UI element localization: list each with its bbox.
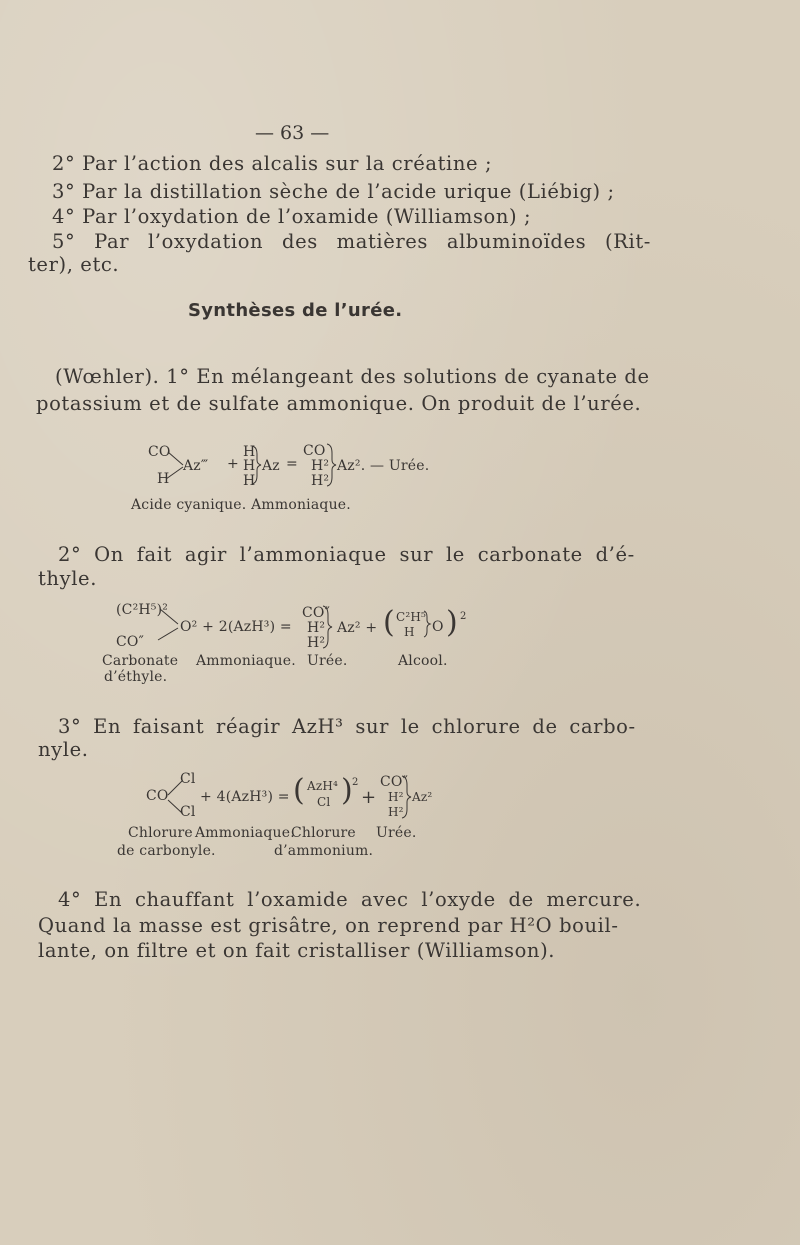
eq1-h2-bot: H² <box>311 473 330 489</box>
paragraph-line: 4° En chauffant l’oxamide avec l’oxyde de mercure. <box>58 888 642 911</box>
eq3-label: Chlorure <box>291 825 356 841</box>
eq3-cl: Cl <box>317 795 331 809</box>
page-number: — 63 — <box>255 122 330 144</box>
list-item: 2° Par l’action des alcalis sur la créatine ; <box>52 152 493 175</box>
eq3-h2-mid: H² <box>388 790 404 804</box>
eq3-paren-close: ) <box>341 773 353 808</box>
eq1-h-bot: H <box>243 473 256 489</box>
eq3-mid: + 4(AzH³) = <box>200 789 290 805</box>
eq2-alcohol-bot: H <box>404 625 415 639</box>
eq3-co-right: CO″ <box>380 774 409 790</box>
eq3-exponent: 2 <box>352 777 359 788</box>
paragraph-line: lante, on filtre et on fait cristalliser (Williamson). <box>38 939 556 962</box>
eq2-label: Urée. <box>307 653 348 669</box>
eq1-h: H <box>157 471 170 487</box>
eq3-cl-top: Cl <box>180 771 196 787</box>
eq1-label: Acide cyanique. Ammoniaque. <box>131 497 351 513</box>
paragraph-line: potassium et de sulfate ammonique. On produit de l’urée. <box>36 392 642 415</box>
eq3-cl-bot: Cl <box>180 804 196 820</box>
eq1-equals: = <box>286 456 298 472</box>
eq2-co-right: CO″ <box>302 605 331 621</box>
eq2-alcohol-top: C²H⁵ <box>396 610 427 624</box>
eq2-co: CO″ <box>116 634 145 650</box>
list-item: 5° Par l’oxydation des matières albuminoïdes (Rit- <box>52 230 651 253</box>
list-item: 3° Par la distillation sèche de l’acide urique (Liébig) ; <box>52 180 615 203</box>
paragraph-line: nyle. <box>38 738 89 761</box>
eq1-h2-mid: H² <box>311 458 330 474</box>
eq3-az2: Az² <box>412 790 433 804</box>
eq2-az2: Az² + <box>337 620 378 636</box>
paragraph-line: (Wœhler). 1° En mélangeant des solutions de cyanate de <box>55 365 650 388</box>
eq2-label: d’éthyle. <box>104 669 168 685</box>
eq2-label: Ammoniaque. <box>196 653 296 669</box>
eq3-label: de carbonyle. <box>117 843 216 859</box>
paragraph-line: 2° On fait agir l’ammoniaque sur le carbonate d’é- <box>58 543 635 566</box>
eq2-h2-mid: H² <box>307 620 326 636</box>
eq3-label: d’ammonium. <box>274 843 374 859</box>
section-heading: Synthèses de l’urée. <box>188 300 403 321</box>
eq3-azh4: AzH⁴ <box>307 779 339 793</box>
paragraph-line: thyle. <box>38 567 97 590</box>
paragraph-line: Quand la masse est grisâtre, on reprend par H²O bouil- <box>38 914 619 937</box>
eq2-mid: O² + 2(AzH³) = <box>180 619 292 635</box>
eq3-paren-open: ( <box>293 773 305 808</box>
eq2-c2h5: (C²H⁵)² <box>116 602 169 618</box>
list-item: 4° Par l’oxydation de l’oxamide (Williamson) ; <box>52 205 532 228</box>
eq1-plus: + <box>227 456 239 472</box>
eq2-label: Carbonate <box>102 653 179 669</box>
paragraph-line: 3° En faisant réagir AzH³ sur le chlorure de carbo- <box>58 715 636 738</box>
eq1-co: CO <box>148 444 171 460</box>
eq1-co-right: CO <box>303 443 326 459</box>
eq1-result: Az². — Urée. <box>337 458 430 474</box>
eq1-h-mid: H <box>243 458 256 474</box>
list-item: ter), etc. <box>28 253 120 276</box>
eq3-label: Urée. <box>376 825 417 841</box>
eq2-paren-close: ) <box>446 605 458 640</box>
eq3-label: Chlorure <box>128 825 193 841</box>
eq1-az: Az‴ <box>183 458 209 474</box>
eq2-exponent: 2 <box>460 611 467 622</box>
eq2-alcohol-o: O <box>432 619 444 635</box>
eq2-label: Alcool. <box>398 653 448 669</box>
eq3-label: Ammoniaque. <box>195 825 295 841</box>
eq3-plus: + <box>361 787 377 808</box>
eq1-az2: Az <box>262 458 280 474</box>
eq3-co: CO <box>146 788 169 804</box>
eq1-h-top: H <box>243 444 256 460</box>
eq2-h2-bot: H² <box>307 635 326 651</box>
eq2-paren-open: ( <box>383 605 395 640</box>
eq3-h2-bot: H² <box>388 805 404 819</box>
